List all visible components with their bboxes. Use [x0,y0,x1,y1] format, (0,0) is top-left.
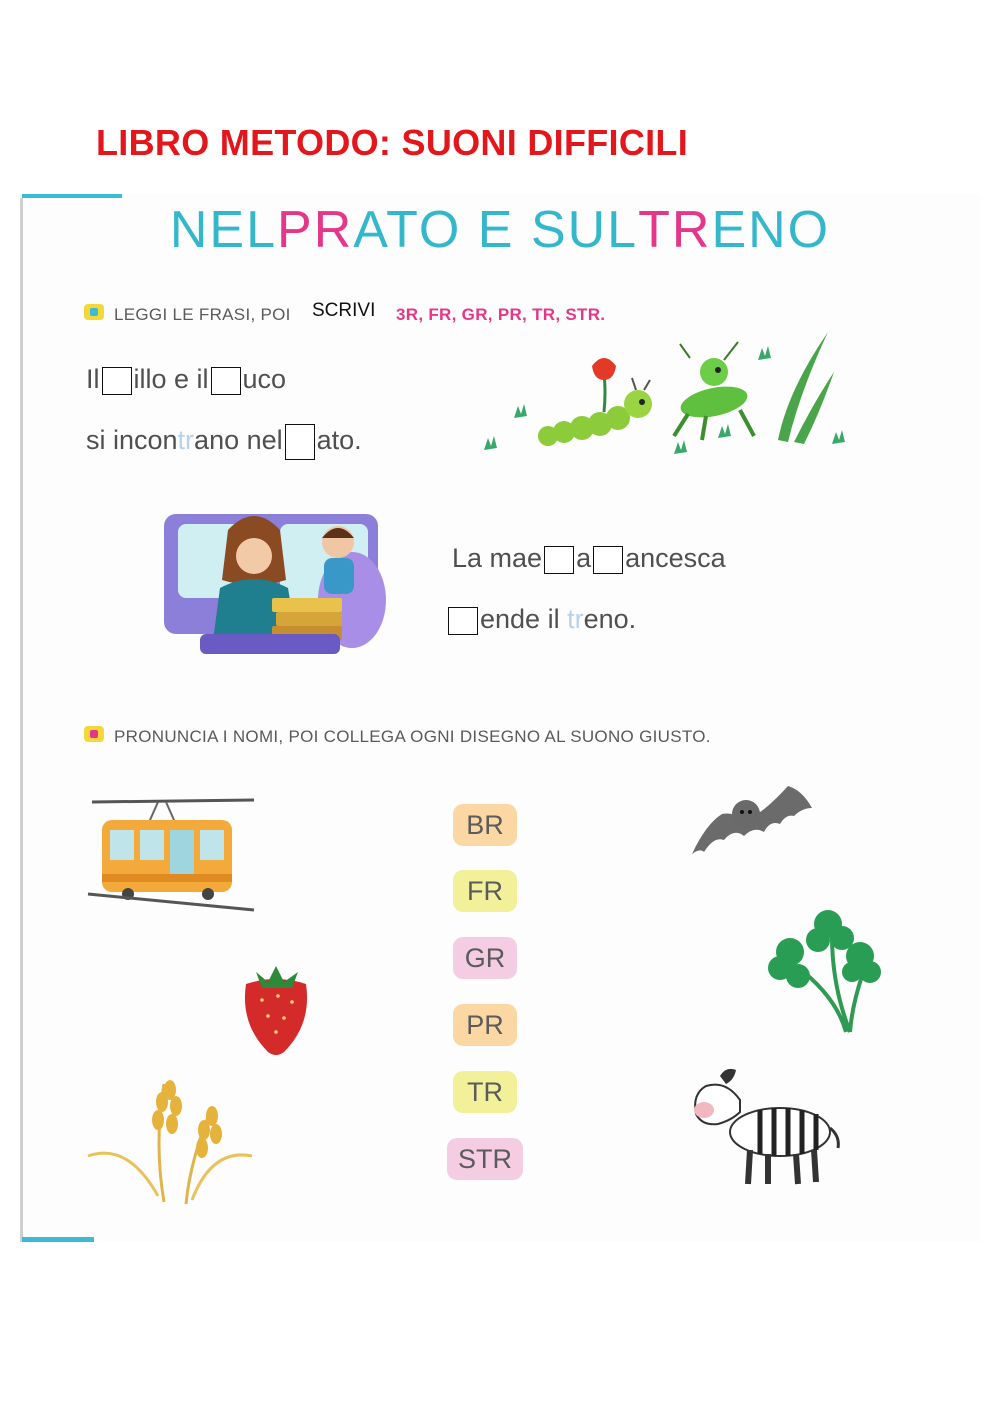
cricket-icon [674,342,754,440]
page-accent-bottom [22,1237,94,1242]
sound-label: TR [467,1077,503,1107]
sound-chip-tr[interactable] [453,1071,517,1113]
instruction-sounds: 3R, FR, GR, PR, TR, STR. [396,305,606,324]
wheat-icon[interactable] [84,1076,256,1206]
heading-part: ATO E SUL [353,201,639,259]
sentence-text: si incon [86,425,178,456]
sound-chip-str[interactable] [447,1138,523,1180]
sound-label: PR [466,1010,504,1040]
sentence-line-4 [446,604,636,635]
sentence-line-1 [86,364,286,395]
sentence-text: illo e il [133,364,209,394]
tulip-icon [592,358,616,412]
answer-box-4[interactable] [544,546,574,574]
sentence-line-3 [452,543,726,574]
answer-box-5[interactable] [593,546,623,574]
answer-box-1[interactable] [102,367,132,395]
page-edge [20,198,23,1242]
bat-icon[interactable] [688,774,816,862]
exercise1-instruction: LEGGI LE FRASI, POI [114,305,291,324]
heading-part: NEL [169,201,278,259]
heading-part: PR [277,201,354,259]
sound-label: STR [458,1144,512,1174]
sound-chip-gr[interactable] [453,937,517,979]
exercise2-bullet [84,726,104,747]
strawberry-icon[interactable] [238,960,314,1056]
document-title: LIBRO METODO: SUONI DIFFICILI [96,122,689,163]
exercise1-bullet [84,304,104,325]
sentence-line-2 [86,424,362,460]
sound-chip-pr[interactable] [453,1004,517,1046]
parsley-icon[interactable] [766,906,882,1036]
sound-chip-fr[interactable] [453,870,517,912]
zebra-icon[interactable] [690,1066,842,1190]
tram-icon[interactable] [86,790,258,914]
heading-part: ENO [711,201,831,259]
sentence-text: ende il [480,604,560,634]
page-accent-top [22,194,122,198]
sound-label: GR [464,943,506,973]
sentence-text: ancesca [625,543,726,573]
answer-box-6[interactable] [448,607,478,635]
sound-chip-br[interactable] [453,804,517,846]
sentence-text: uco [242,364,287,394]
faint-letters: tr [567,604,584,634]
teacher-on-train-icon [160,508,390,658]
heading-part: TR [638,201,712,259]
instruction-overlay-scrivi: SCRIVI [312,300,376,321]
faint-letters: tr [177,425,195,456]
exercise2-instruction: PRONUNCIA I NOMI, POI COLLEGA OGNI DISEGNO AL SUONO GIUSTO. [114,727,711,746]
page-heading [0,200,1000,260]
answer-box-3[interactable] [285,424,315,460]
caterpillar-cricket-illustration [478,330,858,470]
sentence-text: La mae [452,543,543,573]
tall-grass-icon [778,332,834,444]
sentence-text: a [576,543,592,573]
sound-label: BR [466,810,504,840]
caterpillar-icon [538,378,652,446]
sentence-text: eno. [583,604,637,634]
sound-label: FR [467,876,503,906]
sentence-text: ano nel [194,425,283,456]
answer-box-2[interactable] [211,367,241,395]
sentence-text: Il [86,364,100,394]
sentence-text: ato. [316,425,362,456]
